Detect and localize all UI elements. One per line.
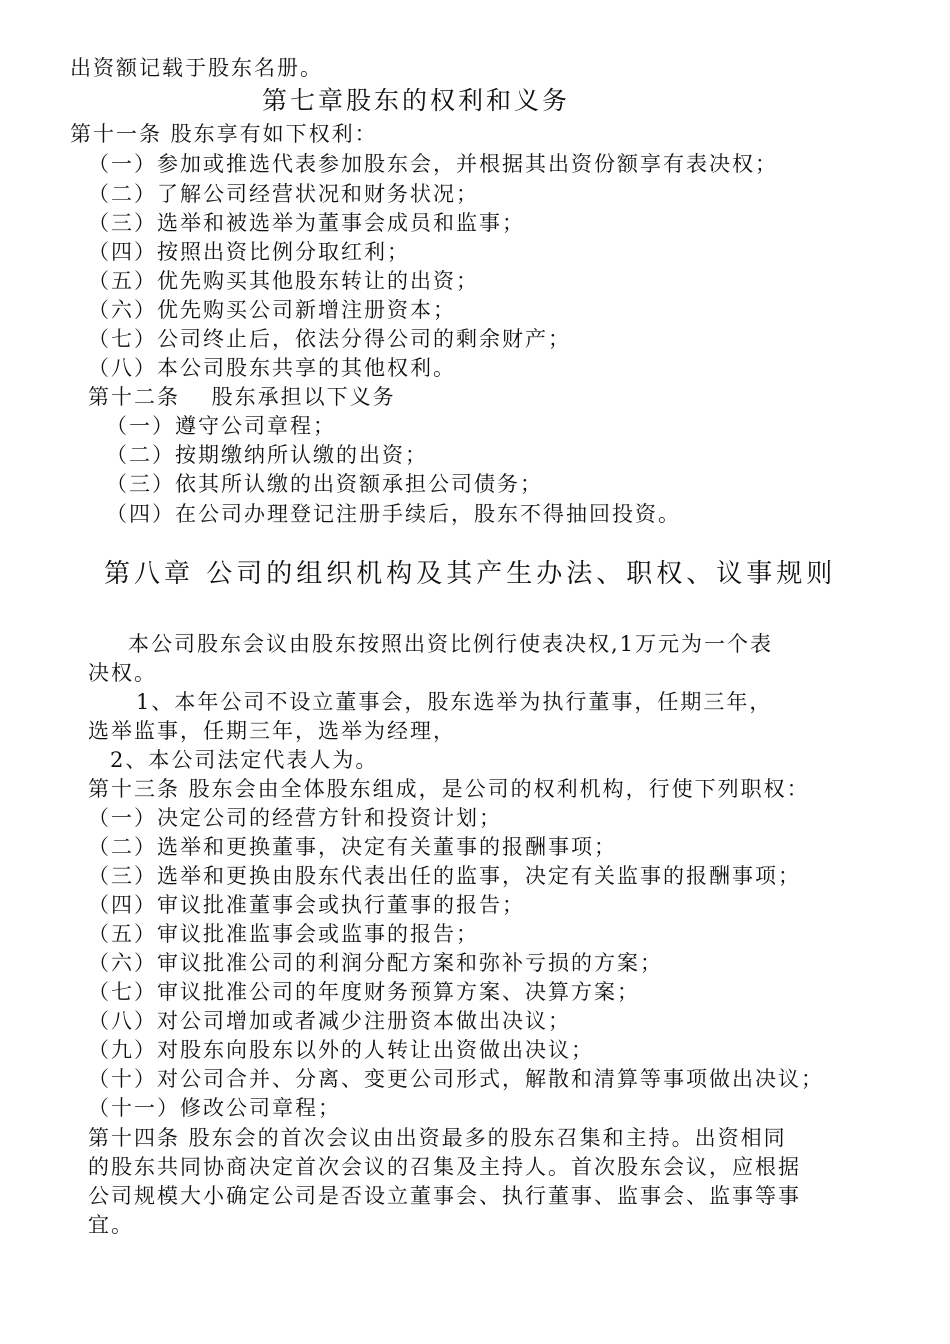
paragraph-line: 选举监事，任期三年，选举为经理， (88, 719, 456, 743)
list-item: （二）了解公司经营状况和财务状况； (88, 182, 479, 206)
article-14-line: 第十四条 股东会的首次会议由出资最多的股东召集和主持。出资相同 (88, 1126, 787, 1150)
list-item: （四）按照出资比例分取红利； (88, 240, 410, 264)
list-item: （十一）修改公司章程； (88, 1096, 341, 1120)
list-item: （五）审议批准监事会或监事的报告； (88, 922, 479, 946)
text-line: 出资额记载于股东名册。 (70, 56, 323, 80)
list-item: （十）对公司合并、分离、变更公司形式，解散和清算等事项做出决议； (88, 1067, 824, 1091)
paragraph-line: 1、本年公司不设立董事会，股东选举为执行董事，任期三年， (136, 690, 773, 714)
list-item: （一）参加或推选代表参加股东会，并根据其出资份额享有表决权； (88, 152, 778, 176)
list-item: （三）依其所认缴的出资额承担公司债务； (106, 472, 543, 496)
list-item: （四）审议批准董事会或执行董事的报告； (88, 893, 525, 917)
paragraph-line: 决权。 (88, 661, 157, 685)
list-item: （五）优先购买其他股东转让的出资； (88, 269, 479, 293)
list-item: （二）选举和更换董事，决定有关董事的报酬事项； (88, 835, 617, 859)
list-item: （六）审议批准公司的利润分配方案和弥补亏损的方案； (88, 951, 663, 975)
list-item: （九）对股东向股东以外的人转让出资做出决议； (88, 1038, 594, 1062)
paragraph-line: 的股东共同协商决定首次会议的召集及主持人。首次股东会议，应根据 (88, 1155, 801, 1179)
paragraph-line: 本公司股东会议由股东按照出资比例行使表决权,1万元为一个表 (128, 632, 774, 656)
list-item: （六）优先购买公司新增注册资本； (88, 298, 456, 322)
list-item: （七）公司终止后，依法分得公司的剩余财产； (88, 327, 571, 351)
paragraph-line: 宜。 (88, 1213, 134, 1237)
list-item: （四）在公司办理登记注册手续后，股东不得抽回投资。 (106, 502, 681, 526)
article-12-heading: 第十二条 股东承担以下义务 (88, 385, 396, 409)
list-item: （二）按期缴纳所认缴的出资； (106, 443, 428, 467)
list-item: （三）选举和被选举为董事会成员和监事； (88, 211, 525, 235)
chapter-7-heading: 第七章股东的权利和义务 (262, 86, 571, 115)
list-item: （一）遵守公司章程； (106, 414, 336, 438)
list-item: （八）本公司股东共享的其他权利。 (88, 356, 456, 380)
list-item: （七）审议批准公司的年度财务预算方案、决算方案； (88, 980, 640, 1004)
list-item: （三）选举和更换由股东代表出任的监事，决定有关监事的报酬事项； (88, 864, 801, 888)
list-item: （八）对公司增加或者减少注册资本做出决议； (88, 1009, 571, 1033)
paragraph-line: 公司规模大小确定公司是否设立董事会、执行董事、监事会、监事等事 (88, 1184, 801, 1208)
chapter-8-heading: 第八章 公司的组织机构及其产生办法、职权、议事规则 (104, 559, 837, 589)
article-13-heading: 第十三条 股东会由全体股东组成，是公司的权利机构，行使下列职权： (88, 777, 810, 801)
list-item: （一）决定公司的经营方针和投资计划； (88, 806, 502, 830)
article-11-heading: 第十一条 股东享有如下权利： (70, 122, 378, 146)
paragraph-line: 2、本公司法定代表人为。 (110, 748, 379, 772)
